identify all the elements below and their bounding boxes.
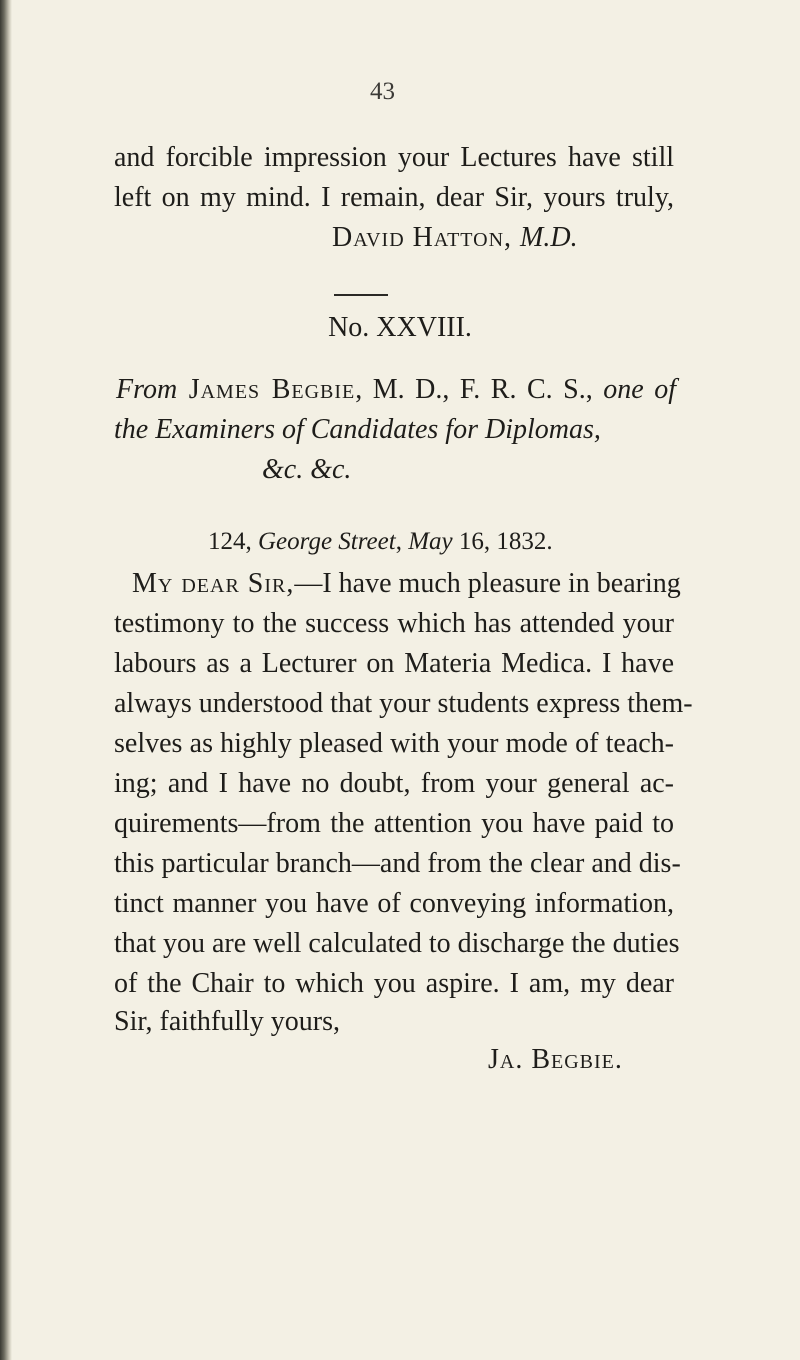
body-line: tinct manner you have of conveying information, (114, 888, 674, 919)
letter-number-heading: No. XXVIII. (328, 312, 472, 343)
body-line: this particular branch—and from the clear and dis- (114, 848, 681, 879)
intro-line-1: and forcible impression your Lectures have still (114, 142, 674, 173)
page-binding-edge (0, 0, 12, 1360)
section-divider (334, 294, 388, 296)
body-line: selves as highly pleased with your mode of teach- (114, 728, 674, 759)
page-number: 43 (370, 78, 395, 105)
body-line: Sir, faithfully yours, (114, 1006, 340, 1037)
intro-line-2: left on my mind. I remain, dear Sir, yours truly, (114, 182, 674, 213)
body-line: always understood that your students express them- (114, 688, 693, 719)
from-line-2: the Examiners of Candidates for Diplomas, (114, 414, 601, 445)
body-line: ing; and I have no doubt, from your general ac- (114, 768, 674, 799)
from-line-1: From James Begbie, M. D., F. R. C. S., one of (116, 374, 676, 405)
body-line: testimony to the success which has attended your (114, 608, 674, 639)
body-line: of the Chair to which you aspire. I am, my dear (114, 968, 674, 999)
body-line: My dear Sir,—I have much pleasure in bearing (132, 568, 681, 599)
intro-signature: David Hatton, M.D. (332, 222, 578, 253)
body-line: labours as a Lecturer on Materia Medica. I have (114, 648, 674, 679)
body-line: that you are well calculated to discharge the duties (114, 928, 680, 959)
dateline: 124, George Street, May 16, 1832. (208, 528, 553, 555)
body-line: quirements—from the attention you have paid to (114, 808, 674, 839)
from-line-3: &c. &c. (262, 454, 352, 485)
closing-signature: Ja. Begbie. (488, 1044, 623, 1075)
